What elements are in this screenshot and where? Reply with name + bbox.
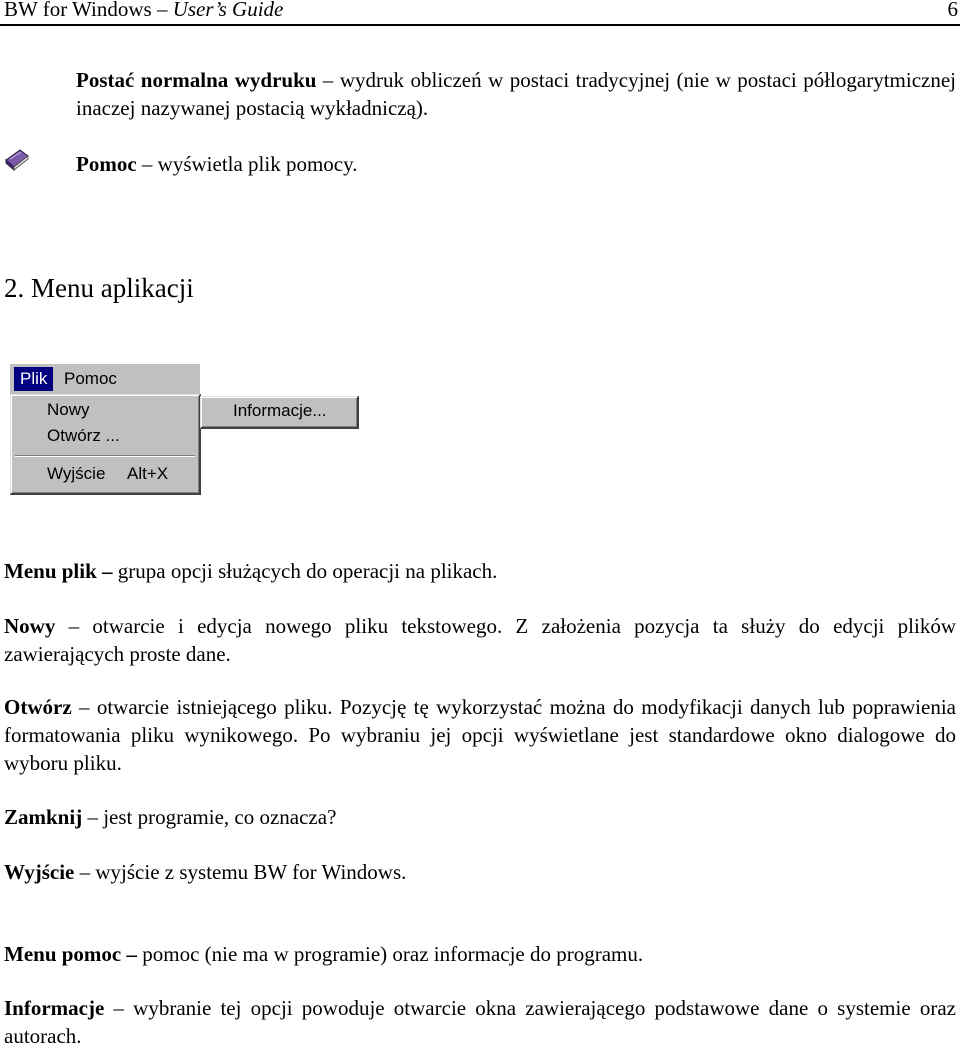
page-number: 6 [947,0,958,21]
paragraph-postac-normalna: Postać normalna wydruku – wydruk obliczeń w postaci tradycyjnej (nie w postaci półlogarytmicznej inaczej nazywanej postacią wykładniczą). [76,68,957,120]
document-title: BW for Windows – User’s Guide [4,0,284,21]
paragraph-otworz: Otwórz – otwarcie istniejącego pliku. Pozycję tę wykorzystać można do modyfikacji danych lub poprawienia formatowania pliku wynikowego. Po wybraniu jej opcji wyświetlane jest standardowe okno dialogowe do wyboru pliku. [4,695,956,775]
menu-pomoc[interactable]: Pomoc [64,369,117,388]
shortcut-alt-x: Alt+X [127,464,169,483]
menu-item-wyjscie[interactable]: Wyjście [47,464,106,483]
paragraph-menu-plik: Menu plik – grupa opcji służących do operacji na plikach. [4,559,498,583]
book-icon [4,146,30,172]
pomoc-dropdown [200,396,359,429]
paragraph-nowy: Nowy – otwarcie i edycja nowego pliku tekstowego. Z założenia pozycja ta służy do edycji plików zawierających proste dane. [4,614,956,666]
menu-screenshot [10,364,362,496]
section-title: 2. Menu aplikacji [4,273,194,303]
menu-plik[interactable]: Plik [14,367,53,391]
menu-separator [15,455,195,457]
paragraph-zamknij: Zamknij – jest programie, co oznacza? [4,805,337,829]
paragraph-pomoc: Pomoc – wyświetla plik pomocy. [76,152,358,176]
paragraph-wyjscie: Wyjście – wyjście z systemu BW for Windows. [4,860,407,884]
menu-item-informacje[interactable]: Informacje... [233,401,327,420]
page-header [0,0,960,26]
menu-item-otworz[interactable]: Otwórz ... [47,426,120,445]
paragraph-informacje: Informacje – wybranie tej opcji powoduje otwarcie okna zawierającego podstawowe dane o systemie oraz autorach. [4,996,956,1048]
paragraph-menu-pomoc: Menu pomoc – pomoc (nie ma w programie) oraz informacje do programu. [4,942,644,966]
menu-item-nowy[interactable]: Nowy [47,400,90,419]
plik-dropdown [10,394,201,495]
menubar [10,364,200,394]
